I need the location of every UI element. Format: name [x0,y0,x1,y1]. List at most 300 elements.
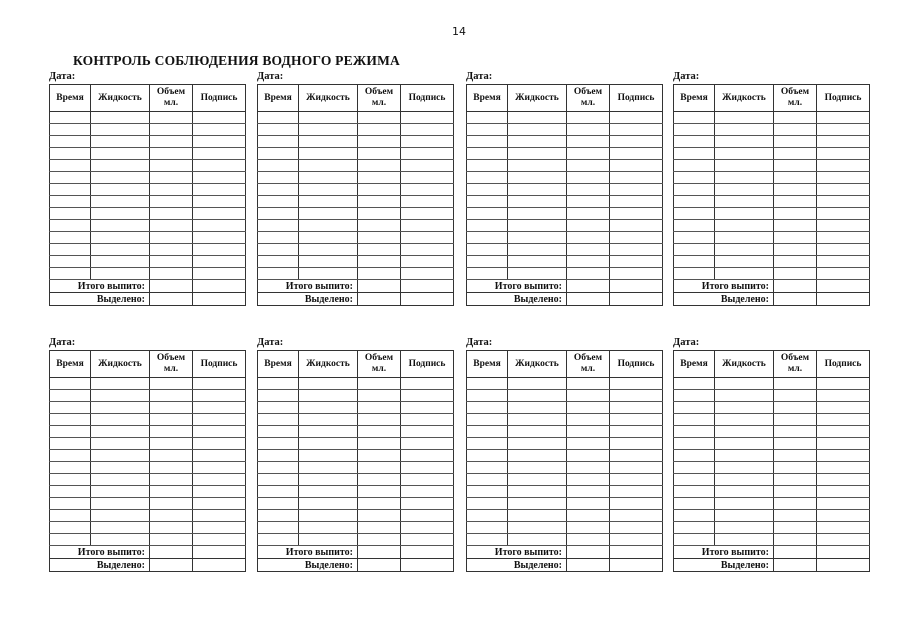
signature-cell[interactable] [817,160,870,172]
volume-cell[interactable] [150,124,193,136]
signature-cell[interactable] [401,438,454,450]
volume-cell[interactable] [774,426,817,438]
volume-cell[interactable] [358,184,401,196]
time-cell[interactable] [50,148,91,160]
time-cell[interactable] [674,450,715,462]
time-cell[interactable] [258,208,299,220]
liquid-cell[interactable] [508,522,567,534]
volume-cell[interactable] [774,498,817,510]
volume-cell[interactable] [774,414,817,426]
signature-cell[interactable] [401,148,454,160]
liquid-cell[interactable] [508,124,567,136]
volume-cell[interactable] [567,498,610,510]
time-cell[interactable] [50,498,91,510]
volume-cell[interactable] [150,148,193,160]
liquid-cell[interactable] [508,378,567,390]
volume-cell[interactable] [567,450,610,462]
signature-cell[interactable] [610,184,663,196]
volume-cell[interactable] [774,148,817,160]
volume-cell[interactable] [567,402,610,414]
volume-cell[interactable] [150,232,193,244]
volume-cell[interactable] [358,136,401,148]
signature-cell[interactable] [610,534,663,546]
excreted-signature-cell[interactable] [817,293,870,306]
volume-cell[interactable] [774,196,817,208]
liquid-cell[interactable] [508,414,567,426]
liquid-cell[interactable] [715,148,774,160]
signature-cell[interactable] [817,136,870,148]
signature-cell[interactable] [610,522,663,534]
time-cell[interactable] [258,438,299,450]
volume-cell[interactable] [358,510,401,522]
time-cell[interactable] [674,196,715,208]
volume-cell[interactable] [150,172,193,184]
signature-cell[interactable] [193,244,246,256]
volume-cell[interactable] [358,486,401,498]
liquid-cell[interactable] [299,414,358,426]
time-cell[interactable] [258,522,299,534]
liquid-cell[interactable] [299,196,358,208]
total-drunk-signature-cell[interactable] [193,546,246,559]
time-cell[interactable] [258,256,299,268]
liquid-cell[interactable] [508,462,567,474]
signature-cell[interactable] [817,474,870,486]
liquid-cell[interactable] [91,438,150,450]
time-cell[interactable] [674,220,715,232]
volume-cell[interactable] [567,112,610,124]
time-cell[interactable] [467,450,508,462]
volume-cell[interactable] [774,390,817,402]
liquid-cell[interactable] [299,378,358,390]
volume-cell[interactable] [567,414,610,426]
total-drunk-volume-cell[interactable] [358,546,401,559]
signature-cell[interactable] [401,136,454,148]
signature-cell[interactable] [610,426,663,438]
liquid-cell[interactable] [508,474,567,486]
time-cell[interactable] [674,148,715,160]
volume-cell[interactable] [358,522,401,534]
time-cell[interactable] [258,184,299,196]
liquid-cell[interactable] [715,450,774,462]
signature-cell[interactable] [193,474,246,486]
volume-cell[interactable] [774,534,817,546]
volume-cell[interactable] [774,462,817,474]
volume-cell[interactable] [567,208,610,220]
liquid-cell[interactable] [508,510,567,522]
signature-cell[interactable] [610,160,663,172]
volume-cell[interactable] [150,390,193,402]
signature-cell[interactable] [817,510,870,522]
volume-cell[interactable] [150,498,193,510]
signature-cell[interactable] [193,498,246,510]
time-cell[interactable] [258,402,299,414]
liquid-cell[interactable] [299,522,358,534]
liquid-cell[interactable] [299,462,358,474]
time-cell[interactable] [258,450,299,462]
signature-cell[interactable] [817,208,870,220]
time-cell[interactable] [50,534,91,546]
excreted-volume-cell[interactable] [358,293,401,306]
signature-cell[interactable] [193,522,246,534]
time-cell[interactable] [467,486,508,498]
liquid-cell[interactable] [299,402,358,414]
volume-cell[interactable] [567,232,610,244]
time-cell[interactable] [258,244,299,256]
liquid-cell[interactable] [508,172,567,184]
volume-cell[interactable] [774,112,817,124]
signature-cell[interactable] [401,402,454,414]
liquid-cell[interactable] [299,208,358,220]
signature-cell[interactable] [610,112,663,124]
volume-cell[interactable] [150,414,193,426]
signature-cell[interactable] [193,438,246,450]
signature-cell[interactable] [193,426,246,438]
signature-cell[interactable] [817,244,870,256]
signature-cell[interactable] [610,438,663,450]
time-cell[interactable] [258,112,299,124]
liquid-cell[interactable] [299,438,358,450]
signature-cell[interactable] [610,232,663,244]
signature-cell[interactable] [193,256,246,268]
time-cell[interactable] [258,160,299,172]
volume-cell[interactable] [567,148,610,160]
signature-cell[interactable] [610,462,663,474]
signature-cell[interactable] [401,184,454,196]
time-cell[interactable] [467,426,508,438]
time-cell[interactable] [674,172,715,184]
time-cell[interactable] [467,220,508,232]
signature-cell[interactable] [817,462,870,474]
excreted-volume-cell[interactable] [150,293,193,306]
liquid-cell[interactable] [715,256,774,268]
total-drunk-volume-cell[interactable] [358,280,401,293]
signature-cell[interactable] [817,256,870,268]
liquid-cell[interactable] [508,402,567,414]
time-cell[interactable] [258,124,299,136]
signature-cell[interactable] [401,124,454,136]
time-cell[interactable] [258,510,299,522]
time-cell[interactable] [674,486,715,498]
volume-cell[interactable] [358,172,401,184]
signature-cell[interactable] [401,510,454,522]
liquid-cell[interactable] [91,534,150,546]
liquid-cell[interactable] [508,136,567,148]
signature-cell[interactable] [401,534,454,546]
volume-cell[interactable] [150,378,193,390]
signature-cell[interactable] [610,196,663,208]
time-cell[interactable] [467,534,508,546]
liquid-cell[interactable] [715,112,774,124]
liquid-cell[interactable] [508,438,567,450]
liquid-cell[interactable] [91,450,150,462]
liquid-cell[interactable] [299,244,358,256]
liquid-cell[interactable] [299,124,358,136]
signature-cell[interactable] [817,534,870,546]
volume-cell[interactable] [358,390,401,402]
volume-cell[interactable] [358,160,401,172]
liquid-cell[interactable] [508,232,567,244]
liquid-cell[interactable] [91,136,150,148]
time-cell[interactable] [50,414,91,426]
liquid-cell[interactable] [508,450,567,462]
signature-cell[interactable] [817,112,870,124]
volume-cell[interactable] [358,402,401,414]
signature-cell[interactable] [610,486,663,498]
volume-cell[interactable] [774,244,817,256]
volume-cell[interactable] [358,534,401,546]
signature-cell[interactable] [610,450,663,462]
liquid-cell[interactable] [715,136,774,148]
time-cell[interactable] [50,450,91,462]
signature-cell[interactable] [401,498,454,510]
signature-cell[interactable] [610,498,663,510]
total-drunk-signature-cell[interactable] [401,546,454,559]
signature-cell[interactable] [401,172,454,184]
volume-cell[interactable] [774,160,817,172]
liquid-cell[interactable] [508,184,567,196]
time-cell[interactable] [258,232,299,244]
liquid-cell[interactable] [91,426,150,438]
liquid-cell[interactable] [91,208,150,220]
volume-cell[interactable] [150,462,193,474]
liquid-cell[interactable] [299,160,358,172]
signature-cell[interactable] [193,402,246,414]
signature-cell[interactable] [817,196,870,208]
liquid-cell[interactable] [91,256,150,268]
signature-cell[interactable] [817,450,870,462]
volume-cell[interactable] [567,220,610,232]
liquid-cell[interactable] [299,510,358,522]
liquid-cell[interactable] [715,220,774,232]
liquid-cell[interactable] [299,390,358,402]
signature-cell[interactable] [401,426,454,438]
liquid-cell[interactable] [715,486,774,498]
time-cell[interactable] [467,438,508,450]
liquid-cell[interactable] [91,522,150,534]
time-cell[interactable] [674,268,715,280]
time-cell[interactable] [674,462,715,474]
volume-cell[interactable] [150,160,193,172]
liquid-cell[interactable] [91,378,150,390]
signature-cell[interactable] [193,112,246,124]
time-cell[interactable] [50,474,91,486]
signature-cell[interactable] [193,268,246,280]
signature-cell[interactable] [193,462,246,474]
volume-cell[interactable] [150,402,193,414]
signature-cell[interactable] [610,208,663,220]
signature-cell[interactable] [401,208,454,220]
volume-cell[interactable] [358,414,401,426]
liquid-cell[interactable] [715,196,774,208]
signature-cell[interactable] [610,378,663,390]
time-cell[interactable] [467,172,508,184]
volume-cell[interactable] [774,378,817,390]
volume-cell[interactable] [567,172,610,184]
signature-cell[interactable] [817,268,870,280]
volume-cell[interactable] [358,256,401,268]
excreted-signature-cell[interactable] [401,559,454,572]
time-cell[interactable] [674,426,715,438]
liquid-cell[interactable] [715,414,774,426]
volume-cell[interactable] [150,256,193,268]
volume-cell[interactable] [150,486,193,498]
signature-cell[interactable] [401,378,454,390]
liquid-cell[interactable] [508,208,567,220]
total-drunk-volume-cell[interactable] [774,280,817,293]
liquid-cell[interactable] [715,534,774,546]
excreted-volume-cell[interactable] [774,559,817,572]
signature-cell[interactable] [193,510,246,522]
volume-cell[interactable] [567,160,610,172]
volume-cell[interactable] [567,486,610,498]
liquid-cell[interactable] [91,196,150,208]
total-drunk-volume-cell[interactable] [567,546,610,559]
signature-cell[interactable] [817,438,870,450]
time-cell[interactable] [50,378,91,390]
signature-cell[interactable] [817,232,870,244]
liquid-cell[interactable] [91,232,150,244]
liquid-cell[interactable] [299,486,358,498]
signature-cell[interactable] [610,256,663,268]
signature-cell[interactable] [610,510,663,522]
volume-cell[interactable] [567,256,610,268]
liquid-cell[interactable] [508,256,567,268]
signature-cell[interactable] [401,522,454,534]
volume-cell[interactable] [150,474,193,486]
volume-cell[interactable] [774,136,817,148]
time-cell[interactable] [50,438,91,450]
time-cell[interactable] [467,148,508,160]
liquid-cell[interactable] [715,378,774,390]
signature-cell[interactable] [610,390,663,402]
time-cell[interactable] [674,124,715,136]
volume-cell[interactable] [150,136,193,148]
time-cell[interactable] [467,112,508,124]
volume-cell[interactable] [358,112,401,124]
time-cell[interactable] [258,390,299,402]
time-cell[interactable] [50,136,91,148]
liquid-cell[interactable] [715,522,774,534]
time-cell[interactable] [467,196,508,208]
excreted-volume-cell[interactable] [567,293,610,306]
signature-cell[interactable] [193,172,246,184]
signature-cell[interactable] [193,196,246,208]
liquid-cell[interactable] [299,148,358,160]
volume-cell[interactable] [567,244,610,256]
volume-cell[interactable] [774,208,817,220]
time-cell[interactable] [258,136,299,148]
liquid-cell[interactable] [508,390,567,402]
liquid-cell[interactable] [715,232,774,244]
liquid-cell[interactable] [715,390,774,402]
time-cell[interactable] [674,208,715,220]
liquid-cell[interactable] [715,244,774,256]
time-cell[interactable] [50,510,91,522]
volume-cell[interactable] [567,268,610,280]
liquid-cell[interactable] [91,498,150,510]
volume-cell[interactable] [150,510,193,522]
time-cell[interactable] [50,402,91,414]
liquid-cell[interactable] [299,498,358,510]
volume-cell[interactable] [567,136,610,148]
signature-cell[interactable] [817,184,870,196]
time-cell[interactable] [467,414,508,426]
volume-cell[interactable] [358,426,401,438]
time-cell[interactable] [674,510,715,522]
signature-cell[interactable] [193,232,246,244]
signature-cell[interactable] [193,124,246,136]
volume-cell[interactable] [150,450,193,462]
time-cell[interactable] [467,160,508,172]
signature-cell[interactable] [193,220,246,232]
liquid-cell[interactable] [91,390,150,402]
volume-cell[interactable] [567,534,610,546]
signature-cell[interactable] [401,474,454,486]
liquid-cell[interactable] [91,462,150,474]
volume-cell[interactable] [358,124,401,136]
time-cell[interactable] [467,390,508,402]
total-drunk-signature-cell[interactable] [610,546,663,559]
time-cell[interactable] [50,462,91,474]
liquid-cell[interactable] [508,268,567,280]
liquid-cell[interactable] [299,112,358,124]
volume-cell[interactable] [358,148,401,160]
time-cell[interactable] [50,220,91,232]
time-cell[interactable] [258,462,299,474]
total-drunk-volume-cell[interactable] [150,546,193,559]
signature-cell[interactable] [817,172,870,184]
signature-cell[interactable] [193,486,246,498]
time-cell[interactable] [674,522,715,534]
liquid-cell[interactable] [91,112,150,124]
signature-cell[interactable] [193,450,246,462]
liquid-cell[interactable] [299,426,358,438]
volume-cell[interactable] [150,522,193,534]
time-cell[interactable] [674,474,715,486]
signature-cell[interactable] [817,498,870,510]
volume-cell[interactable] [567,522,610,534]
volume-cell[interactable] [774,220,817,232]
time-cell[interactable] [674,390,715,402]
time-cell[interactable] [467,232,508,244]
liquid-cell[interactable] [508,534,567,546]
signature-cell[interactable] [193,414,246,426]
time-cell[interactable] [674,414,715,426]
time-cell[interactable] [674,136,715,148]
signature-cell[interactable] [817,124,870,136]
liquid-cell[interactable] [715,426,774,438]
liquid-cell[interactable] [299,184,358,196]
signature-cell[interactable] [610,220,663,232]
liquid-cell[interactable] [715,184,774,196]
time-cell[interactable] [258,498,299,510]
time-cell[interactable] [674,438,715,450]
liquid-cell[interactable] [508,498,567,510]
signature-cell[interactable] [193,136,246,148]
liquid-cell[interactable] [91,172,150,184]
volume-cell[interactable] [774,450,817,462]
liquid-cell[interactable] [91,220,150,232]
volume-cell[interactable] [150,220,193,232]
volume-cell[interactable] [567,462,610,474]
signature-cell[interactable] [401,414,454,426]
time-cell[interactable] [467,462,508,474]
excreted-signature-cell[interactable] [817,559,870,572]
liquid-cell[interactable] [299,268,358,280]
liquid-cell[interactable] [508,148,567,160]
liquid-cell[interactable] [299,534,358,546]
time-cell[interactable] [467,268,508,280]
